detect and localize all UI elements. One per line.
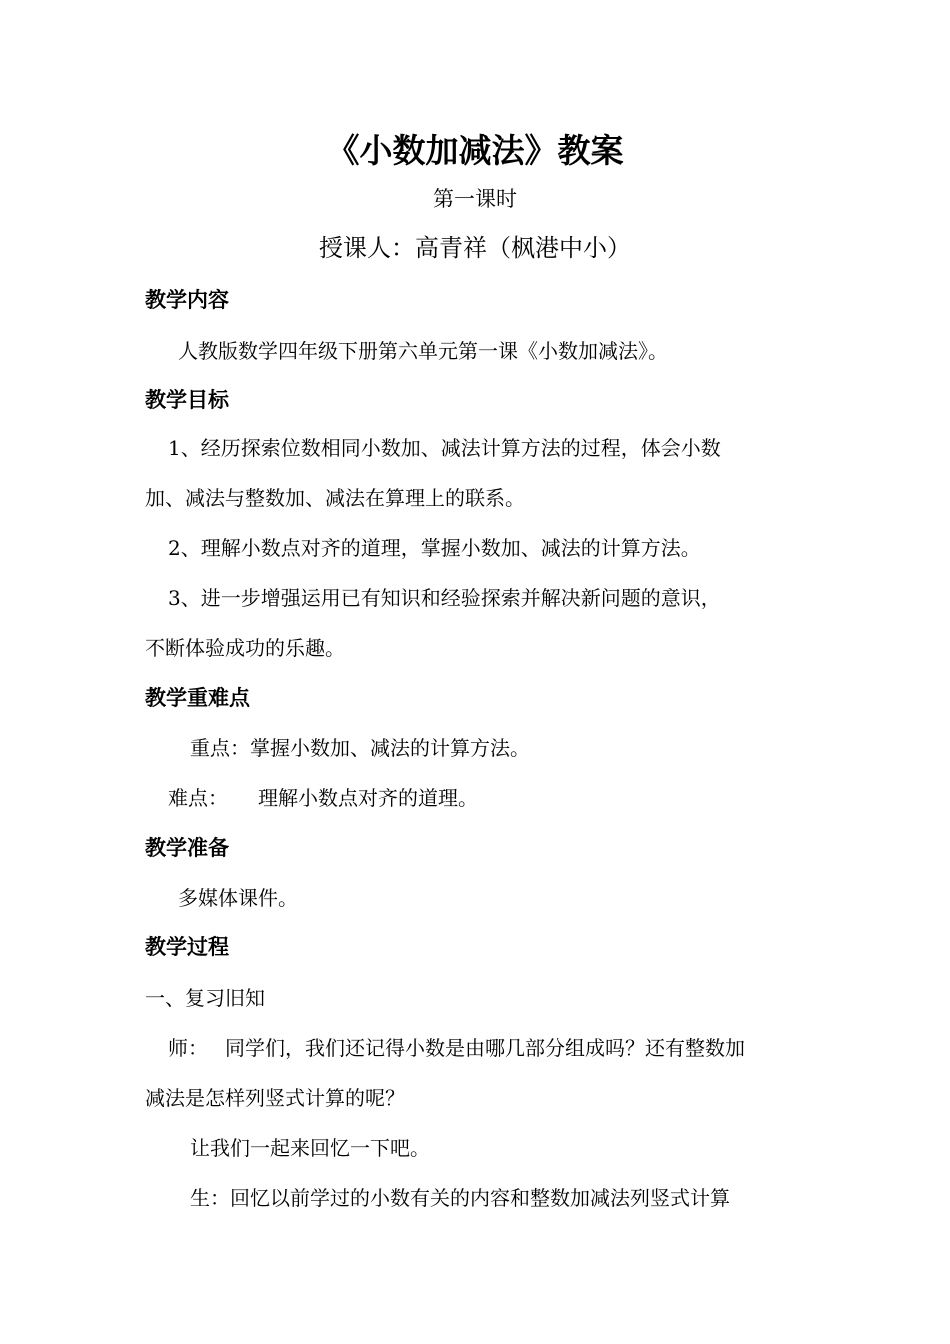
student-response: 生：回忆以前学过的小数有关的内容和整数加减法列竖式计算 bbox=[190, 1186, 730, 1210]
teacher-label: 师： bbox=[168, 1036, 208, 1060]
objective-2: 2、理解小数点对齐的道理，掌握小数加、减法的计算方法。 bbox=[168, 536, 701, 560]
objective-1-line-2: 加、减法与整数加、减法在算理上的联系。 bbox=[145, 486, 525, 510]
teacher-speech-line-1: 同学们，我们还记得小数是由哪几部分组成吗？还有整数加 bbox=[225, 1036, 745, 1060]
preparation-text: 多媒体课件。 bbox=[178, 886, 298, 910]
process-step-1: 一、复习旧知 bbox=[145, 986, 265, 1010]
key-points-heading: 教学重难点 bbox=[145, 686, 250, 710]
content-text: 人教版数学四年级下册第六单元第一课《小数加减法》。 bbox=[178, 339, 668, 363]
document-title: 《小数加减法》教案 bbox=[326, 131, 624, 170]
teacher-info: 授课人：高青祥（枫港中小） bbox=[319, 234, 631, 262]
content-heading: 教学内容 bbox=[145, 288, 229, 312]
lesson-period: 第一课时 bbox=[433, 187, 517, 211]
key-point-text: 重点：掌握小数加、减法的计算方法。 bbox=[190, 736, 530, 760]
preparation-heading: 教学准备 bbox=[145, 836, 229, 860]
teacher-speech-line-3: 让我们一起来回忆一下吧。 bbox=[190, 1136, 430, 1160]
objective-1-line-1: 1、经历探索位数相同小数加、减法计算方法的过程，体会小数 bbox=[168, 436, 721, 460]
teacher-speech-line-2: 减法是怎样列竖式计算的呢？ bbox=[145, 1086, 405, 1110]
objective-3-line-1: 3、进一步增强运用已有知识和经验探索并解决新问题的意识， bbox=[168, 586, 721, 610]
difficult-point-text: 理解小数点对齐的道理。 bbox=[258, 786, 478, 810]
process-heading: 教学过程 bbox=[145, 935, 229, 959]
objectives-heading: 教学目标 bbox=[145, 388, 229, 412]
difficult-point-label: 难点： bbox=[168, 786, 228, 810]
objective-3-line-2: 不断体验成功的乐趣。 bbox=[145, 636, 345, 660]
